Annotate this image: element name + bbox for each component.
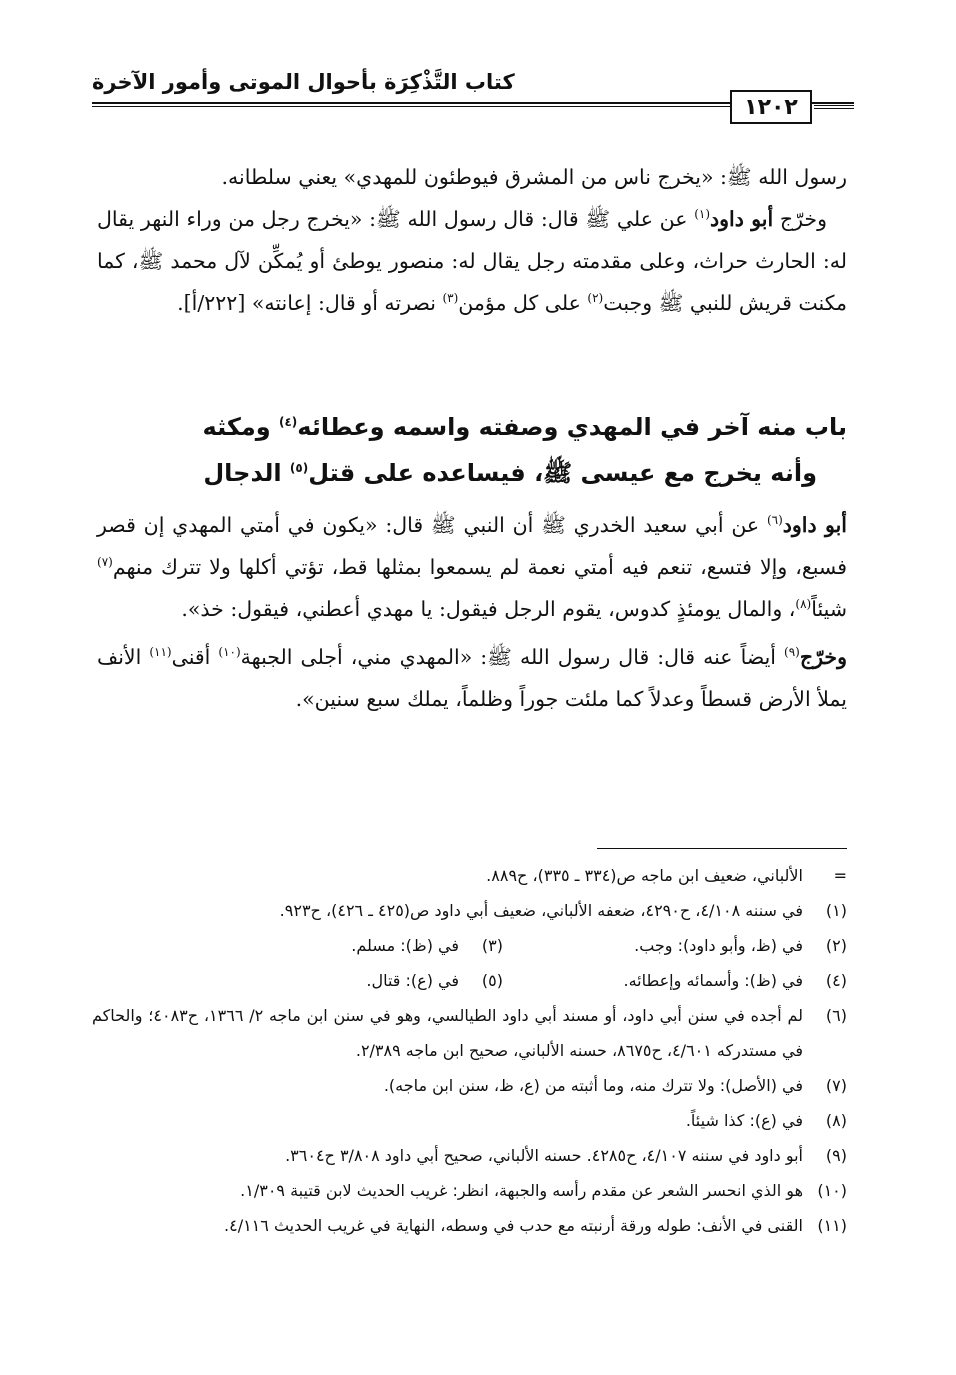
heading-line-1 (203, 413, 847, 441)
paragraph-4 (97, 636, 847, 720)
footnote-text: في (ظ): وأسمائه وإعطائه. (623, 971, 803, 990)
footnote-mark: = (833, 866, 847, 885)
p4-text-b: أقنى (171, 645, 219, 669)
heading-line-1-a: باب منه آخر في المهدي وصفته واسمه وعطائه (297, 413, 847, 441)
footnote-mark: (١) (825, 901, 847, 920)
footnote-mark: (١٠) (817, 1181, 847, 1200)
footnote-text: أبو داود في سننه ٤/١٠٧، ح٤٢٨٥. حسنه الألباني، صحيح أبي داود ٣/٨٠٨ ح٣٦٠٤. (285, 1146, 803, 1165)
p3-text-c: ، والمال يومئذٍ كدوس، يقوم الرجل فيقول: يا مهدي أعطني، فيقول: خذ». (181, 597, 796, 621)
footnote-6 (92, 998, 847, 1068)
heading-line-2-b: الدجال (203, 459, 290, 487)
footnote-text: القنى في الأنف: طوله ورقة أرنبته مع حدب في وسطه، النهاية في غريب الحديث ٤/١١٦. (224, 1216, 803, 1235)
footnote-divider (597, 848, 847, 849)
body-block-2 (97, 504, 847, 720)
page-header (92, 60, 854, 130)
footnote-mark: (٩) (825, 1146, 847, 1165)
footnote-9 (92, 1138, 847, 1173)
footnote-text: لم أجده في سنن أبي داود، أو مسند أبي داود الطيالسي، وهو في سنن ابن ماجه ٢/ ١٣٦٦، ح٤٠٨٣؛ والحاكم في مستدركه ٤/٦٠١، ح٨٦٧٥، حسنه الألباني، صحيح ابن ماجه ٢/٣٨٩. (92, 1006, 804, 1060)
paragraph-2 (97, 198, 847, 324)
p3-narrator: أبو داود (782, 513, 847, 537)
p2-text-d: نصرته أو قال: إعانته» [٢٢٢/أ]. (177, 291, 443, 315)
footnote-7 (92, 1068, 847, 1103)
footnote-11 (92, 1208, 847, 1243)
body-block-1 (97, 156, 847, 324)
footnote-ref-5: (٥) (289, 461, 309, 475)
header-rule-thin (92, 106, 732, 107)
p4-text-a: أيضاً عنه قال: قال رسول الله ﷺ: «المهدي مني، أجلى الجبهة (240, 645, 785, 669)
footnote-ref-6: (٦) (766, 513, 783, 528)
footnote-row-2-3 (92, 928, 847, 963)
footnote-mark: (٧) (825, 1076, 847, 1095)
paragraph-1-text: رسول الله ﷺ: «يخرج ناس من المشرق فيوطئون للمهدي» يعني سلطانه. (221, 165, 847, 189)
footnote-row-4-5 (92, 963, 847, 998)
p2-lead: وخرّج (773, 207, 828, 231)
footnote-ref-8: (٨) (795, 597, 812, 612)
p3-text-b: شيئاً (811, 597, 847, 621)
footnote-8 (92, 1103, 847, 1138)
header-rule-ornament (814, 105, 854, 109)
footnote-text: في سننه ٤/١٠٨، ح٤٢٩٠، ضعفه الألباني، ضعيف أبي داود ص(٤٢٥ ـ ٤٢٦)، ح٩٢٣. (279, 901, 803, 920)
footnote-ref-10: (١٠) (218, 645, 241, 660)
footnote-2 (503, 928, 847, 963)
paragraph-1 (97, 156, 847, 198)
footnote-5 (159, 963, 503, 998)
footnote-mark: (٦) (825, 1006, 847, 1025)
footnote-4 (503, 963, 847, 998)
footnote-mark: (٤) (825, 971, 847, 990)
footnote-text: في (ع): كذا شيئاً. (685, 1111, 803, 1130)
heading-line-2 (97, 450, 847, 496)
footnote-3 (159, 928, 503, 963)
footnote-text: الألباني، ضعيف ابن ماجه ص(٣٣٤ ـ ٣٣٥)، ح٨٨٩. (486, 866, 803, 885)
footnote-ref-4: (٤) (278, 415, 298, 429)
footnote-text: في (ع): قتال. (366, 971, 459, 990)
footnote-mark: (٢) (825, 936, 847, 955)
page-number: ١٢٠٢ (730, 90, 812, 124)
footnote-mark: (٥) (481, 971, 503, 990)
heading-line-2-a: وأنه يخرج مع عيسى ﷺ، فيساعده على قتل (308, 459, 817, 487)
footnote-ref-2: (٢) (587, 291, 604, 306)
footnote-mark: (٨) (825, 1111, 847, 1130)
footnote-mark: (٣) (481, 936, 503, 955)
footnotes (92, 858, 847, 1243)
p4-text-c: الأنف يملأ الأرض قسطاً وعدلاً كما ملئت جوراً وظلماً، يملك سبع سنين». (97, 645, 847, 711)
footnote-ref-11: (١١) (149, 645, 172, 660)
p2-text-c: على كل مؤمن (458, 291, 588, 315)
heading-line-1-b: ومكثه (202, 413, 279, 441)
footnote-text: هو الذي انحسر الشعر عن مقدم رأسه والجبهة، انظر: غريب الحديث لابن قتيبة ١/٣٠٩. (240, 1181, 803, 1200)
p4-lead: وخرّج (799, 645, 847, 669)
p3-text-a: عن أبي سعيد الخدري ﷺ أن النبي ﷺ قال: «يكون في أمتي المهدي إن قصر فسبع، وإلا فتسع، تنعم فيه أمتي نعمة لم يسمعوا بمثلها قط، تؤتي أكلها ولا تترك منهم (97, 513, 847, 579)
footnote-ref-3: (٣) (442, 291, 459, 306)
footnote-text: في (الأصل): ولا تترك منه، وما أثبته من (ع، ظ، سنن ابن ماجه). (383, 1076, 803, 1095)
footnote-text: في (ظ، وأبو داود): وجب. (634, 936, 803, 955)
footnote-ref-1: (١) (694, 207, 711, 222)
footnote-continuation (92, 858, 847, 893)
p2-text-b: عن علي ﷺ قال: قال رسول الله ﷺ: «يخرج رجل من وراء النهر يقال له: الحارث حراث، وعلى مقدمته رجل يقال له: منصور يوطئ أو يُمكِّن لآل محمد ﷺ، كما مكنت قريش للنبي ﷺ وجبت (97, 207, 847, 315)
footnote-text: في (ظ): مسلم. (351, 936, 459, 955)
footnote-ref-7: (٧) (97, 555, 113, 570)
p2-narrator: أبو داود (710, 207, 774, 231)
chapter-heading (97, 404, 847, 496)
paragraph-3 (97, 504, 847, 630)
footnote-ref-9: (٩) (784, 645, 800, 660)
footnote-10 (92, 1173, 847, 1208)
book-title: كتاب التَّذْكِرَة بأحوال الموتى وأمور الآخرة (92, 70, 515, 94)
footnote-mark: (١١) (817, 1216, 847, 1235)
footnote-1 (92, 893, 847, 928)
